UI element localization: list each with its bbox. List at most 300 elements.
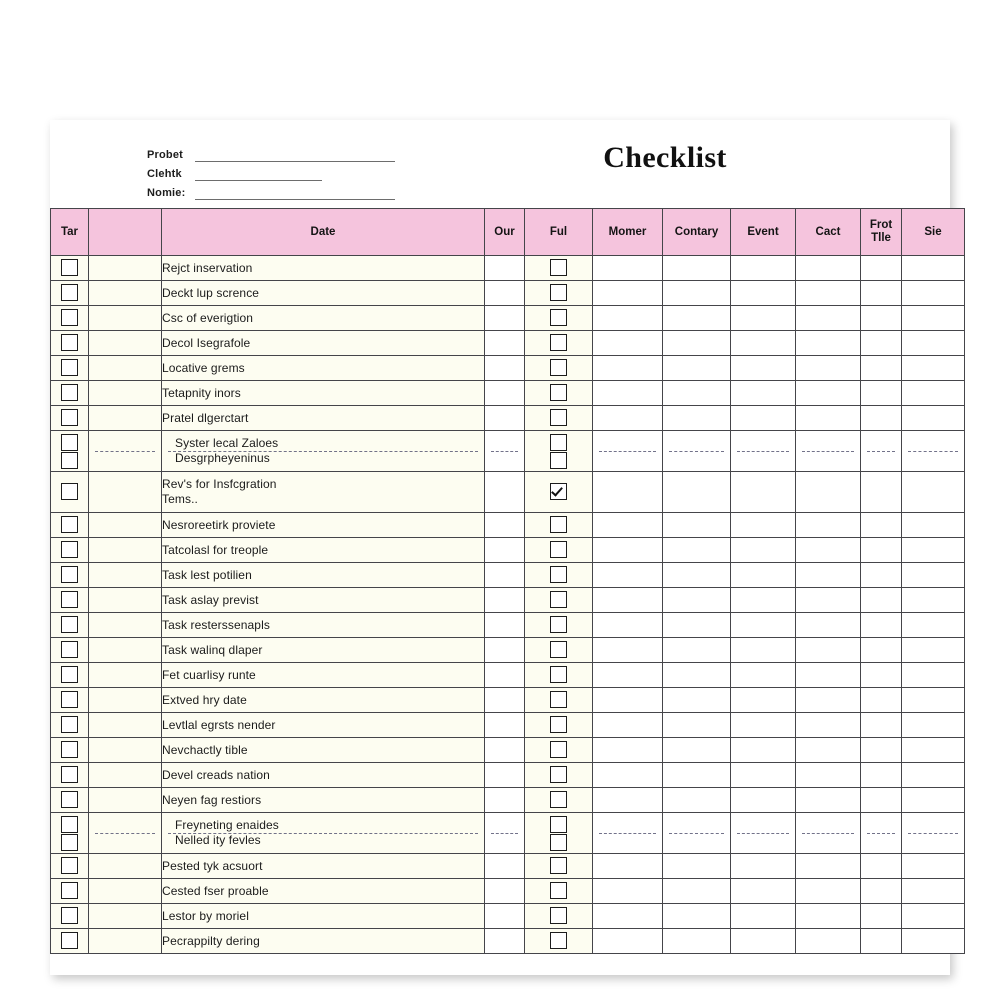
checkbox-icon[interactable]: [61, 932, 78, 949]
checkbox-icon[interactable]: [61, 516, 78, 533]
cell-contary[interactable]: [663, 281, 731, 306]
notes-cell[interactable]: [89, 713, 162, 738]
cell-frottile[interactable]: [861, 588, 902, 613]
cell-frottile[interactable]: [861, 356, 902, 381]
owner-cell[interactable]: [485, 904, 525, 929]
checkbox-icon[interactable]: [550, 434, 567, 451]
checkbox-icon[interactable]: [550, 409, 567, 426]
cell-event[interactable]: [731, 688, 796, 713]
owner-cell[interactable]: [485, 738, 525, 763]
cell-cact[interactable]: [796, 713, 861, 738]
cell-sie[interactable]: [902, 613, 965, 638]
cell-event[interactable]: [731, 813, 796, 854]
fulfilled-cell[interactable]: [525, 406, 593, 431]
cell-event[interactable]: [731, 431, 796, 472]
cell-cact[interactable]: [796, 406, 861, 431]
column-header-blank[interactable]: [89, 209, 162, 256]
task-cell[interactable]: [162, 854, 485, 879]
checkbox-icon[interactable]: [61, 616, 78, 633]
cell-sie[interactable]: [902, 763, 965, 788]
notes-cell[interactable]: [89, 256, 162, 281]
fulfilled-cell[interactable]: [525, 431, 593, 472]
notes-cell[interactable]: [89, 381, 162, 406]
fulfilled-cell[interactable]: [525, 281, 593, 306]
cell-event[interactable]: [731, 638, 796, 663]
notes-cell[interactable]: [89, 763, 162, 788]
checkbox-icon[interactable]: [61, 716, 78, 733]
cell-contary[interactable]: [663, 563, 731, 588]
checkbox-icon[interactable]: [61, 766, 78, 783]
owner-cell[interactable]: [485, 788, 525, 813]
task-cell[interactable]: [162, 513, 485, 538]
cell-event[interactable]: [731, 763, 796, 788]
column-header-tar[interactable]: [51, 209, 89, 256]
cell-sie[interactable]: [902, 306, 965, 331]
column-header-event[interactable]: [731, 209, 796, 256]
cell-contary[interactable]: [663, 763, 731, 788]
cell-cact[interactable]: [796, 738, 861, 763]
checkbox-icon[interactable]: [61, 483, 78, 500]
checkbox-icon[interactable]: [550, 907, 567, 924]
row-select-cell[interactable]: [51, 613, 89, 638]
checkbox-icon[interactable]: [61, 791, 78, 808]
notes-cell[interactable]: [89, 331, 162, 356]
column-header-ful[interactable]: [525, 209, 593, 256]
cell-momer[interactable]: [593, 879, 663, 904]
cell-sie[interactable]: [902, 381, 965, 406]
checkbox-icon[interactable]: [550, 591, 567, 608]
cell-cact[interactable]: [796, 788, 861, 813]
cell-sie[interactable]: [902, 813, 965, 854]
cell-frottile[interactable]: [861, 563, 902, 588]
task-cell[interactable]: [162, 613, 485, 638]
cell-event[interactable]: [731, 854, 796, 879]
cell-momer[interactable]: [593, 256, 663, 281]
cell-contary[interactable]: [663, 688, 731, 713]
checkbox-icon[interactable]: [61, 741, 78, 758]
checkbox-icon[interactable]: [550, 857, 567, 874]
cell-contary[interactable]: [663, 738, 731, 763]
cell-frottile[interactable]: [861, 738, 902, 763]
checkbox-icon[interactable]: [61, 857, 78, 874]
checkbox-icon[interactable]: [61, 284, 78, 301]
column-header-cact[interactable]: [796, 209, 861, 256]
owner-cell[interactable]: [485, 613, 525, 638]
row-select-cell[interactable]: [51, 356, 89, 381]
row-select-cell[interactable]: [51, 563, 89, 588]
cell-cact[interactable]: [796, 563, 861, 588]
cell-contary[interactable]: [663, 588, 731, 613]
cell-frottile[interactable]: [861, 688, 902, 713]
checkbox-icon[interactable]: [550, 666, 567, 683]
fulfilled-cell[interactable]: [525, 763, 593, 788]
cell-contary[interactable]: [663, 788, 731, 813]
task-cell[interactable]: [162, 813, 485, 854]
form-field-input-line[interactable]: [195, 150, 395, 162]
cell-cact[interactable]: [796, 688, 861, 713]
cell-event[interactable]: [731, 713, 796, 738]
cell-contary[interactable]: [663, 663, 731, 688]
cell-contary[interactable]: [663, 638, 731, 663]
cell-cact[interactable]: [796, 306, 861, 331]
notes-cell[interactable]: [89, 306, 162, 331]
fulfilled-cell[interactable]: [525, 563, 593, 588]
cell-cact[interactable]: [796, 663, 861, 688]
task-cell[interactable]: [162, 431, 485, 472]
fulfilled-cell[interactable]: [525, 381, 593, 406]
cell-sie[interactable]: [902, 638, 965, 663]
row-select-cell[interactable]: [51, 638, 89, 663]
owner-cell[interactable]: [485, 256, 525, 281]
cell-cact[interactable]: [796, 813, 861, 854]
task-cell[interactable]: [162, 306, 485, 331]
cell-frottile[interactable]: [861, 854, 902, 879]
cell-contary[interactable]: [663, 613, 731, 638]
cell-sie[interactable]: [902, 281, 965, 306]
task-cell[interactable]: [162, 356, 485, 381]
row-select-cell[interactable]: [51, 281, 89, 306]
cell-momer[interactable]: [593, 588, 663, 613]
task-cell[interactable]: [162, 904, 485, 929]
task-cell[interactable]: [162, 663, 485, 688]
checkbox-icon[interactable]: [61, 309, 78, 326]
task-cell[interactable]: [162, 256, 485, 281]
cell-momer[interactable]: [593, 472, 663, 513]
task-cell[interactable]: [162, 738, 485, 763]
cell-frottile[interactable]: [861, 904, 902, 929]
cell-frottile[interactable]: [861, 513, 902, 538]
owner-cell[interactable]: [485, 331, 525, 356]
cell-event[interactable]: [731, 929, 796, 954]
row-select-cell[interactable]: [51, 738, 89, 763]
cell-event[interactable]: [731, 738, 796, 763]
cell-momer[interactable]: [593, 638, 663, 663]
checkbox-icon[interactable]: [61, 541, 78, 558]
owner-cell[interactable]: [485, 306, 525, 331]
cell-frottile[interactable]: [861, 763, 902, 788]
cell-event[interactable]: [731, 788, 796, 813]
task-cell[interactable]: [162, 879, 485, 904]
cell-contary[interactable]: [663, 306, 731, 331]
cell-contary[interactable]: [663, 381, 731, 406]
cell-frottile[interactable]: [861, 929, 902, 954]
notes-cell[interactable]: [89, 929, 162, 954]
task-cell[interactable]: [162, 638, 485, 663]
row-select-cell[interactable]: [51, 763, 89, 788]
form-field-input-line[interactable]: [195, 188, 395, 200]
cell-cact[interactable]: [796, 538, 861, 563]
cell-sie[interactable]: [902, 788, 965, 813]
row-select-cell[interactable]: [51, 904, 89, 929]
cell-cact[interactable]: [796, 356, 861, 381]
cell-momer[interactable]: [593, 929, 663, 954]
row-select-cell[interactable]: [51, 256, 89, 281]
notes-cell[interactable]: [89, 904, 162, 929]
cell-sie[interactable]: [902, 406, 965, 431]
checkbox-icon[interactable]: [550, 691, 567, 708]
row-select-cell[interactable]: [51, 688, 89, 713]
cell-momer[interactable]: [593, 854, 663, 879]
cell-cact[interactable]: [796, 381, 861, 406]
cell-event[interactable]: [731, 663, 796, 688]
checkbox-icon[interactable]: [61, 816, 78, 833]
row-select-cell[interactable]: [51, 331, 89, 356]
cell-cact[interactable]: [796, 879, 861, 904]
cell-momer[interactable]: [593, 788, 663, 813]
cell-cact[interactable]: [796, 472, 861, 513]
notes-cell[interactable]: [89, 879, 162, 904]
notes-cell[interactable]: [89, 472, 162, 513]
cell-cact[interactable]: [796, 613, 861, 638]
cell-event[interactable]: [731, 538, 796, 563]
notes-cell[interactable]: [89, 281, 162, 306]
cell-event[interactable]: [731, 613, 796, 638]
notes-cell[interactable]: [89, 688, 162, 713]
row-select-cell[interactable]: [51, 406, 89, 431]
cell-momer[interactable]: [593, 356, 663, 381]
cell-sie[interactable]: [902, 688, 965, 713]
cell-frottile[interactable]: [861, 813, 902, 854]
row-select-cell[interactable]: [51, 306, 89, 331]
fulfilled-cell[interactable]: [525, 854, 593, 879]
cell-sie[interactable]: [902, 713, 965, 738]
cell-momer[interactable]: [593, 538, 663, 563]
fulfilled-cell[interactable]: [525, 306, 593, 331]
cell-frottile[interactable]: [861, 306, 902, 331]
column-header-date[interactable]: [162, 209, 485, 256]
cell-cact[interactable]: [796, 281, 861, 306]
owner-cell[interactable]: [485, 854, 525, 879]
cell-cact[interactable]: [796, 513, 861, 538]
cell-frottile[interactable]: [861, 331, 902, 356]
cell-frottile[interactable]: [861, 713, 902, 738]
notes-cell[interactable]: [89, 563, 162, 588]
cell-event[interactable]: [731, 306, 796, 331]
checkbox-icon[interactable]: [550, 334, 567, 351]
checkbox-icon[interactable]: [61, 452, 78, 469]
notes-cell[interactable]: [89, 588, 162, 613]
owner-cell[interactable]: [485, 563, 525, 588]
cell-contary[interactable]: [663, 406, 731, 431]
row-select-cell[interactable]: [51, 588, 89, 613]
cell-frottile[interactable]: [861, 406, 902, 431]
task-cell[interactable]: [162, 381, 485, 406]
notes-cell[interactable]: [89, 638, 162, 663]
cell-frottile[interactable]: [861, 879, 902, 904]
cell-cact[interactable]: [796, 929, 861, 954]
task-cell[interactable]: [162, 713, 485, 738]
notes-cell[interactable]: [89, 538, 162, 563]
cell-contary[interactable]: [663, 472, 731, 513]
row-select-cell[interactable]: [51, 879, 89, 904]
task-cell[interactable]: [162, 588, 485, 613]
cell-event[interactable]: [731, 904, 796, 929]
cell-sie[interactable]: [902, 331, 965, 356]
cell-contary[interactable]: [663, 331, 731, 356]
fulfilled-cell[interactable]: [525, 663, 593, 688]
cell-sie[interactable]: [902, 904, 965, 929]
checkbox-icon[interactable]: [550, 516, 567, 533]
task-cell[interactable]: [162, 281, 485, 306]
checkbox-icon[interactable]: [550, 882, 567, 899]
owner-cell[interactable]: [485, 588, 525, 613]
cell-contary[interactable]: [663, 929, 731, 954]
task-cell[interactable]: [162, 929, 485, 954]
notes-cell[interactable]: [89, 613, 162, 638]
column-header-sie[interactable]: [902, 209, 965, 256]
cell-sie[interactable]: [902, 472, 965, 513]
checkbox-icon[interactable]: [550, 284, 567, 301]
cell-momer[interactable]: [593, 406, 663, 431]
row-select-cell[interactable]: [51, 431, 89, 472]
row-select-cell[interactable]: [51, 513, 89, 538]
cell-momer[interactable]: [593, 331, 663, 356]
row-select-cell[interactable]: [51, 854, 89, 879]
checkbox-icon[interactable]: [61, 334, 78, 351]
cell-contary[interactable]: [663, 813, 731, 854]
cell-momer[interactable]: [593, 381, 663, 406]
task-cell[interactable]: [162, 563, 485, 588]
cell-cact[interactable]: [796, 763, 861, 788]
checkbox-icon[interactable]: [61, 666, 78, 683]
checkbox-icon[interactable]: [550, 384, 567, 401]
fulfilled-cell[interactable]: [525, 331, 593, 356]
cell-frottile[interactable]: [861, 472, 902, 513]
cell-frottile[interactable]: [861, 431, 902, 472]
task-cell[interactable]: [162, 688, 485, 713]
checkbox-icon[interactable]: [550, 541, 567, 558]
cell-contary[interactable]: [663, 538, 731, 563]
fulfilled-cell[interactable]: [525, 538, 593, 563]
owner-cell[interactable]: [485, 713, 525, 738]
cell-contary[interactable]: [663, 904, 731, 929]
cell-sie[interactable]: [902, 431, 965, 472]
cell-momer[interactable]: [593, 763, 663, 788]
cell-momer[interactable]: [593, 613, 663, 638]
notes-cell[interactable]: [89, 854, 162, 879]
cell-momer[interactable]: [593, 738, 663, 763]
owner-cell[interactable]: [485, 538, 525, 563]
cell-cact[interactable]: [796, 588, 861, 613]
cell-frottile[interactable]: [861, 788, 902, 813]
cell-momer[interactable]: [593, 431, 663, 472]
checkbox-icon[interactable]: [61, 566, 78, 583]
notes-cell[interactable]: [89, 406, 162, 431]
cell-event[interactable]: [731, 331, 796, 356]
cell-sie[interactable]: [902, 513, 965, 538]
cell-contary[interactable]: [663, 356, 731, 381]
task-cell[interactable]: [162, 472, 485, 513]
cell-momer[interactable]: [593, 688, 663, 713]
cell-momer[interactable]: [593, 904, 663, 929]
owner-cell[interactable]: [485, 281, 525, 306]
fulfilled-cell[interactable]: [525, 638, 593, 663]
checkbox-icon[interactable]: [550, 259, 567, 276]
cell-contary[interactable]: [663, 713, 731, 738]
cell-contary[interactable]: [663, 256, 731, 281]
row-select-cell[interactable]: [51, 788, 89, 813]
checkbox-icon[interactable]: [550, 309, 567, 326]
column-header-momer[interactable]: [593, 209, 663, 256]
fulfilled-cell[interactable]: [525, 738, 593, 763]
cell-frottile[interactable]: [861, 256, 902, 281]
cell-cact[interactable]: [796, 638, 861, 663]
cell-momer[interactable]: [593, 713, 663, 738]
cell-contary[interactable]: [663, 513, 731, 538]
checkbox-icon[interactable]: [550, 766, 567, 783]
fulfilled-cell[interactable]: [525, 879, 593, 904]
row-select-cell[interactable]: [51, 929, 89, 954]
cell-event[interactable]: [731, 256, 796, 281]
cell-sie[interactable]: [902, 588, 965, 613]
cell-contary[interactable]: [663, 854, 731, 879]
task-cell[interactable]: [162, 331, 485, 356]
owner-cell[interactable]: [485, 513, 525, 538]
column-header-frottile[interactable]: [861, 209, 902, 256]
form-field-input-line[interactable]: [195, 169, 322, 181]
task-cell[interactable]: [162, 538, 485, 563]
checkbox-icon[interactable]: [550, 616, 567, 633]
cell-sie[interactable]: [902, 563, 965, 588]
row-select-cell[interactable]: [51, 381, 89, 406]
row-select-cell[interactable]: [51, 813, 89, 854]
fulfilled-cell[interactable]: [525, 256, 593, 281]
checkbox-icon[interactable]: [61, 434, 78, 451]
cell-frottile[interactable]: [861, 381, 902, 406]
cell-cact[interactable]: [796, 331, 861, 356]
cell-frottile[interactable]: [861, 281, 902, 306]
task-cell[interactable]: [162, 763, 485, 788]
cell-frottile[interactable]: [861, 663, 902, 688]
checkbox-icon[interactable]: [550, 641, 567, 658]
checkbox-icon[interactable]: [61, 359, 78, 376]
cell-event[interactable]: [731, 563, 796, 588]
notes-cell[interactable]: [89, 431, 162, 472]
cell-event[interactable]: [731, 588, 796, 613]
cell-momer[interactable]: [593, 306, 663, 331]
cell-momer[interactable]: [593, 813, 663, 854]
cell-sie[interactable]: [902, 738, 965, 763]
checkbox-icon[interactable]: [550, 791, 567, 808]
fulfilled-cell[interactable]: [525, 688, 593, 713]
checkbox-icon[interactable]: [61, 641, 78, 658]
cell-cact[interactable]: [796, 904, 861, 929]
owner-cell[interactable]: [485, 813, 525, 854]
row-select-cell[interactable]: [51, 472, 89, 513]
cell-sie[interactable]: [902, 256, 965, 281]
checkbox-icon[interactable]: [61, 409, 78, 426]
cell-cact[interactable]: [796, 256, 861, 281]
cell-cact[interactable]: [796, 431, 861, 472]
cell-event[interactable]: [731, 356, 796, 381]
cell-contary[interactable]: [663, 879, 731, 904]
owner-cell[interactable]: [485, 879, 525, 904]
column-header-contary[interactable]: [663, 209, 731, 256]
checkbox-icon[interactable]: [61, 882, 78, 899]
fulfilled-cell[interactable]: [525, 356, 593, 381]
cell-contary[interactable]: [663, 431, 731, 472]
task-cell[interactable]: [162, 406, 485, 431]
task-cell[interactable]: [162, 788, 485, 813]
checkbox-icon[interactable]: [550, 359, 567, 376]
cell-event[interactable]: [731, 281, 796, 306]
cell-event[interactable]: [731, 472, 796, 513]
cell-frottile[interactable]: [861, 638, 902, 663]
fulfilled-cell[interactable]: [525, 813, 593, 854]
cell-event[interactable]: [731, 879, 796, 904]
fulfilled-cell[interactable]: [525, 904, 593, 929]
owner-cell[interactable]: [485, 663, 525, 688]
